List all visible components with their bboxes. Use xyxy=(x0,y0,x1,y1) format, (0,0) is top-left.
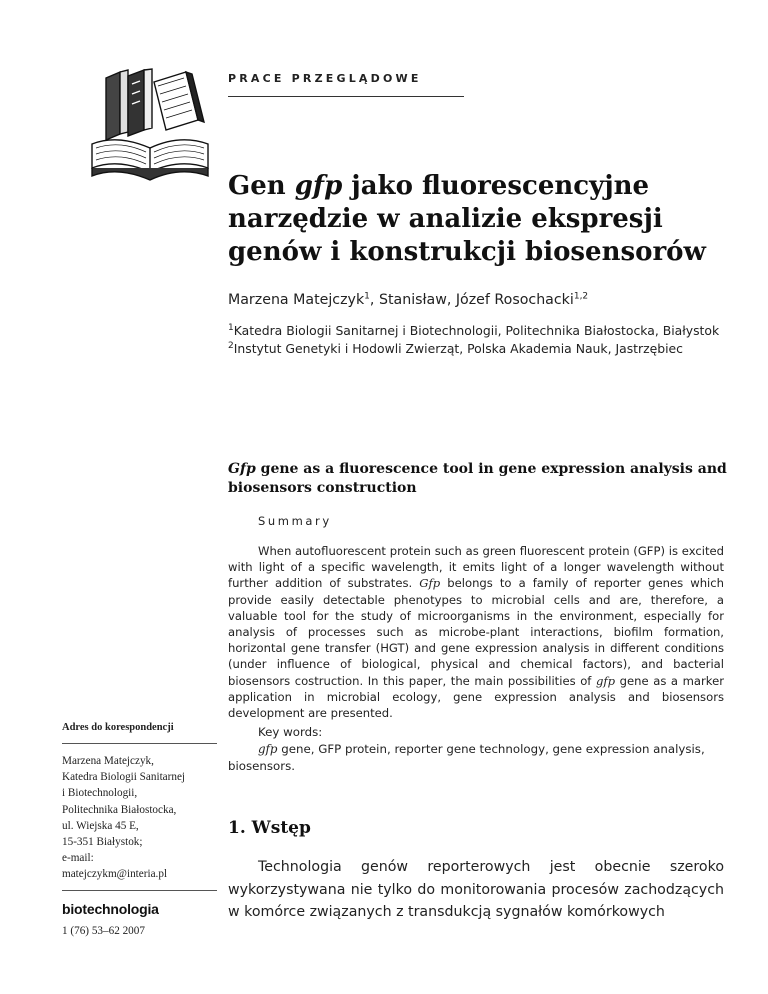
summary-heading: Summary xyxy=(258,514,332,528)
journal-name: biotechnologia xyxy=(62,900,159,917)
email-address: matejczykm@interia.pl xyxy=(62,868,168,881)
keywords: gfp gene, GFP protein, reporter gene technology, gene expression analysis, biosensors. xyxy=(228,742,705,773)
abstract: When autofluorescent protein such as green fluorescent protein (GFP) is excited with light of a specific wavelength, it emits light of a longer wavelength without further addition of substrates. Gfp belongs to a family of reporter genes which provide easily detectable phenotypes to microbial cells and are, therefore, a valuable tool for the study of microorganisms in the environment, especially for analysis of processes such as microbe-plant interactions, biofilm formation, horizontal gene transfer (HGT) and gene expression analysis in different conditions (under influence of biological, physical and chemical factors), and bacterial biosensors costruction. In this paper, the main possibilities of gfp gene as a marker application in microbial ecology, gene expression analysis and biosensors development are presented. xyxy=(228,544,724,721)
english-title: Gfp gene as a fluorescence tool in gene expression analysis and biosensors construction xyxy=(228,461,727,496)
address-line: i Biotechnologii, xyxy=(62,787,138,800)
address-line: 15-351 Białystok; xyxy=(62,836,143,849)
journal-issue: 1 (76) 53–62 2007 xyxy=(62,924,145,937)
address-line: ul. Wiejska 45 E, xyxy=(62,819,139,832)
affiliation-2: $^2$Instytut Genetyki i Hodowli Zwierząt, Polska Akademia Nauk, Jastrzębiec xyxy=(228,340,683,356)
correspondence-label: Adres do korespondencji xyxy=(62,722,174,733)
affiliations xyxy=(228,322,724,358)
article-title: Gen gfp jako fluorescencyjne narzędzie w analizie ekspresji genów i konstrukcji biosensorów xyxy=(228,171,706,267)
author-1: Marzena Matejczyk xyxy=(228,292,365,308)
section-label: PRACE PRZEGLĄDOWE xyxy=(228,72,422,85)
section-heading: 1. Wstęp xyxy=(228,818,311,838)
address-line: Politechnika Białostocka, xyxy=(62,803,177,816)
title-gene-name: gfp xyxy=(294,171,343,201)
affiliation-1: $^1$Katedra Biologii Sanitarnej i Biotechnologii, Politechnika Białostocka, Białystok xyxy=(228,322,720,338)
correspondence-sidebar xyxy=(62,722,222,937)
section-rule xyxy=(228,96,464,97)
authors: Marzena Matejczyk$^1$, Stanisław, Józef Rosochacki$^{1,2}$ xyxy=(228,291,589,308)
sidebar-divider xyxy=(62,890,217,891)
keywords-label: Key words: xyxy=(258,725,323,739)
author-2: Stanisław, Józef Rosochacki xyxy=(378,292,574,308)
address-line: e-mail: xyxy=(62,852,94,865)
books-logo xyxy=(88,64,214,184)
address-line: Katedra Biologii Sanitarnej xyxy=(62,771,186,784)
sidebar-divider xyxy=(62,743,217,744)
address-line: Marzena Matejczyk, xyxy=(62,755,154,767)
body-paragraph: Technologia genów reporterowych jest obecnie szeroko wykorzystywana nie tylko do monitorowania procesów zachodzących w komórce związanych z transdukcją sygnałów komórkowych xyxy=(228,859,724,920)
